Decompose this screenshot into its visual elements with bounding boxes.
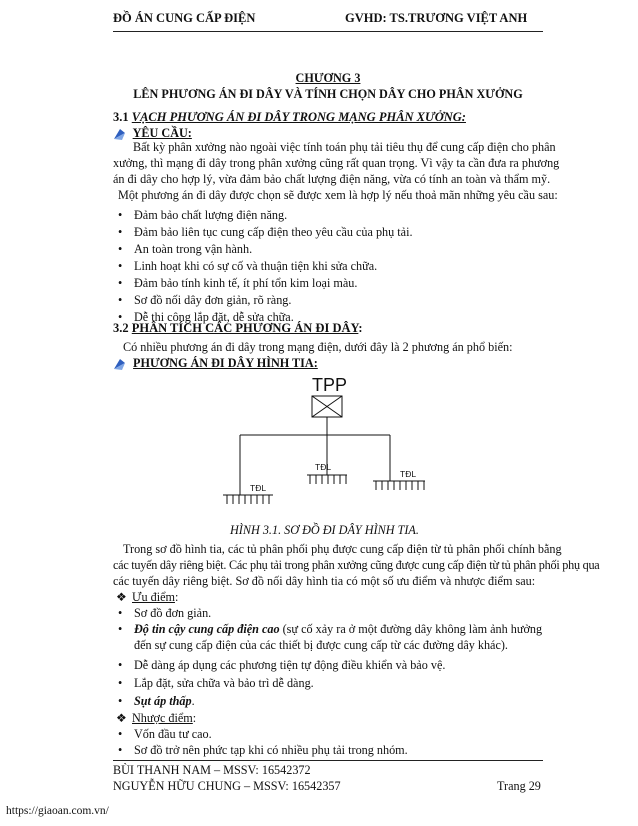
bullet-dot-icon: • [118,242,123,256]
page-number: Trang 29 [497,779,541,793]
bullet-dot-icon: • [118,276,123,290]
arrow-flag-icon [113,128,126,141]
list-item: • Đảm bảo liên tục cung cấp điện theo yêu cầu của phụ tải. [118,225,413,239]
header-left: ĐỒ ÁN CUNG CẤP ĐIỆN [113,11,256,25]
bullet-dot-icon: • [118,606,123,620]
disadvantages-heading: ❖ Nhược điểm: [116,711,197,725]
para1-line3: án đi dây cho hợp lý, vừa đảm bảo chất lượng điện năng, vừa có tính an toàn và thẩm mỹ. [113,172,551,186]
advantages-item2-line2: đến sự cung cấp điện của các thiết bị được cung cấp từ các đường dây khác). [134,638,508,652]
tpp-label: TPP [312,375,348,395]
sub-panel-right [373,481,425,490]
bullet-dot-icon: • [118,293,123,307]
bullet-dot-icon: • [118,727,123,741]
tpp-panel [312,396,342,417]
radial-heading: PHƯƠNG ÁN ĐI DÂY HÌNH TIA: [113,356,318,371]
figure-caption: HÌNH 3.1. SƠ ĐỒ ĐI DÂY HÌNH TIA. [230,523,419,537]
list-item: • An toàn trong vận hành. [118,242,253,256]
tdl-label-right: TĐL [400,469,417,479]
list-item: • Đảm bảo tính kinh tế, ít phí tổn kim loại màu. [118,276,358,290]
footer-rule [113,760,543,761]
diamond-bullet-icon: ❖ [116,590,127,604]
bullet-dot-icon: • [118,310,123,324]
body-line1: Trong sơ đồ hình tia, các tủ phân phối phụ được cung cấp điện từ tủ phân phối chính bằng [123,542,562,556]
footer-author-2: NGUYỄN HỮU CHUNG – MSSV: 16542357 [113,779,341,793]
list-item: • Đảm bảo chất lượng điện năng. [118,208,288,222]
tdl-label-left: TĐL [250,483,267,493]
para1-line2: xưởng, thì mạng đi dây trong phân xưởng cũng rất quan trọng. Vì vậy ta cần đưa ra phương [113,156,560,170]
source-url-link[interactable]: https://giaoan.com.vn/ [6,805,109,817]
body-line2: các tuyến dây riêng biệt. Các phụ tải trong phân xưởng cũng được cung cấp điện từ tủ phân phối phụ qua [113,558,600,572]
sub-panel-middle [307,475,347,484]
chapter-number: CHƯƠNG 3 [295,71,361,85]
list-item: • Dễ dàng áp dụng các phương tiện tự động điều khiển và bảo vệ. [118,658,446,672]
advantages-heading: ❖ Ưu điểm: [116,590,179,604]
requirements-heading: YÊU CẦU: [113,126,192,141]
radial-wiring-diagram [215,372,440,512]
list-item: • Linh hoạt khi có sự cố và thuận tiện khi sửa chữa. [118,259,378,273]
bullet-dot-icon: • [118,225,123,239]
diamond-bullet-icon: ❖ [116,711,127,725]
list-item: • Sơ đồ trở nên phức tạp khi có nhiều phụ tải trong nhóm. [118,743,408,757]
bullet-dot-icon: • [118,259,123,273]
header-rule [113,31,543,32]
para1-line1: Bất kỳ phân xưởng nào ngoài việc tính toán phụ tải tiêu thụ để cung cấp điện cho phân [133,140,556,154]
bullet-dot-icon: • [118,743,123,757]
section2-intro: Có nhiều phương án đi dây trong mạng điện, dưới đây là 2 phương án phổ biến: [123,340,513,354]
chapter-title: LÊN PHƯƠNG ÁN ĐI DÂY VÀ TÍNH CHỌN DÂY CHO PHÂN XƯỞNG [133,87,523,101]
bullet-dot-icon: • [118,208,123,222]
header-right: GVHD: TS.TRƯƠNG VIỆT ANH [345,11,528,25]
body-line3: các tuyến dây riêng biệt. Sơ đồ nối dây hình tia có một số ưu điểm và nhược điểm sau: [113,574,536,588]
bullet-dot-icon: • [118,622,123,636]
list-item: • Lắp đặt, sửa chữa và bảo trì dễ dàng. [118,676,314,690]
list-item: • Sơ đồ nối dây đơn giản, rõ ràng. [118,293,292,307]
footer-author-1: BÙI THANH NAM – MSSV: 16542372 [113,763,311,777]
arrow-flag-icon [113,358,126,371]
list-item: • Dễ thi công lắp đặt, dễ sửa chữa. [118,310,294,324]
section-3-2-heading: 3.2 PHÂN TÍCH CÁC PHƯƠNG ÁN ĐI DÂY: [113,321,363,335]
tdl-label-middle: TĐL [315,462,332,472]
list-item: • Độ tin cậy cung cấp điện cao (sự cố xảy ra ở một đường dây không làm ảnh hưởng [118,622,543,636]
bullet-dot-icon: • [118,676,123,690]
bullet-dot-icon: • [118,658,123,672]
section-3-1-heading: 3.1 VẠCH PHƯƠNG ÁN ĐI DÂY TRONG MẠNG PHÂN XƯỞNG: [113,110,466,124]
list-item: • Sơ đồ đơn giản. [118,606,212,620]
bullet-dot-icon: • [118,694,123,708]
sub-panel-left [223,495,273,504]
list-item: • Sụt áp thấp. [118,694,195,708]
list-item: • Vốn đầu tư cao. [118,727,212,741]
para2: Một phương án đi dây được chọn sẽ được xem là hợp lý nếu thoả mãn những yêu cầu sau: [118,188,558,202]
